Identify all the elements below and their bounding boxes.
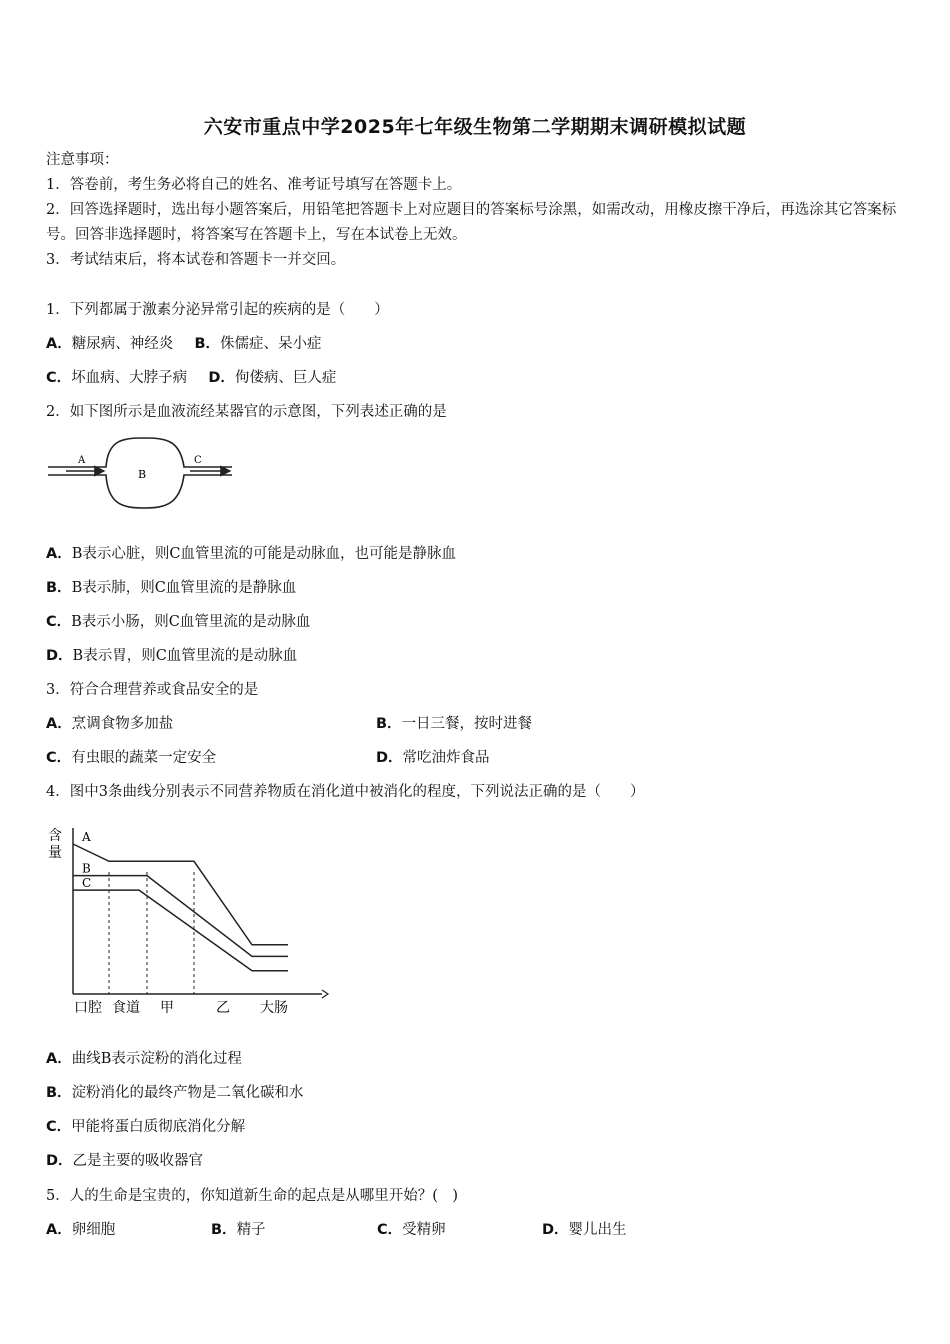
q5-stem: 5．人的生命是宝贵的，你知道新生命的起点是从哪里开始？( ) bbox=[46, 1188, 459, 1204]
option-label: B． bbox=[211, 1222, 237, 1238]
q3-option-b: 一日三餐，按时进餐 bbox=[401, 716, 533, 732]
series-label-C: C bbox=[82, 876, 92, 891]
digestion-chart bbox=[44, 822, 330, 1018]
vessel-c-label: C bbox=[194, 455, 202, 466]
option-label: D． bbox=[208, 370, 235, 386]
chart-ylabel-char: 量 bbox=[48, 845, 62, 861]
q3-stem: 3．符合合理营养或食品安全的是 bbox=[46, 682, 259, 698]
q2-option-a: B表示心脏，则C血管里流的可能是动脉血，也可能是静脉血 bbox=[71, 546, 456, 562]
q3-option-a: 烹调食物多加盐 bbox=[71, 716, 174, 732]
q4-option-d: 乙是主要的吸收器官 bbox=[72, 1153, 204, 1169]
q1-stem: 1．下列都属于激素分泌异常引起的疾病的是（ ） bbox=[46, 302, 389, 318]
q1-option-a: 糖尿病、神经炎 bbox=[71, 336, 174, 352]
option-label: C． bbox=[46, 614, 72, 630]
chart-ylabel-char: 含 bbox=[48, 828, 62, 844]
option-label: A． bbox=[46, 716, 72, 732]
q4-stem: 4．图中3条曲线分别表示不同营养物质在消化道中被消化的程度，下列说法正确的是（ ） bbox=[46, 784, 645, 800]
q4-option-d-line bbox=[46, 1151, 203, 1171]
option-label: B． bbox=[46, 1085, 72, 1101]
chart-series bbox=[73, 844, 288, 971]
q2-option-d-line bbox=[46, 646, 297, 666]
x-tick-label: 大肠 bbox=[260, 1000, 288, 1016]
option-label: A． bbox=[46, 546, 72, 562]
organ-b-label: B bbox=[138, 468, 147, 481]
x-tick-label: 甲 bbox=[160, 1000, 174, 1016]
notes-item-1: 1．答卷前，考生务必将自己的姓名、准考证号填写在答题卡上。 bbox=[46, 177, 462, 193]
q4-option-c: 甲能将蛋白质彻底消化分解 bbox=[71, 1119, 246, 1135]
q4-option-c-line bbox=[46, 1117, 245, 1137]
option-label: A． bbox=[46, 1051, 72, 1067]
x-tick-label: 乙 bbox=[216, 1000, 230, 1016]
q3-option-d: 常吃油炸食品 bbox=[402, 750, 490, 766]
option-label: B． bbox=[46, 580, 72, 596]
q1-options-ab bbox=[46, 334, 322, 354]
q3-option-c: 有虫眼的蔬菜一定安全 bbox=[71, 750, 217, 766]
q4-option-a: 曲线B表示淀粉的消化过程 bbox=[71, 1051, 242, 1067]
chart-axes bbox=[73, 828, 328, 998]
q3-options-ab bbox=[46, 714, 906, 734]
vessel-a-label: A bbox=[78, 455, 86, 466]
q2-option-d: B表示胃，则C血管里流的是动脉血 bbox=[72, 648, 298, 664]
notes-item-3: 3．考试结束后，将本试卷和答题卡一并交回。 bbox=[46, 252, 346, 268]
chart-x-tick-labels bbox=[74, 999, 288, 1016]
option-label: D． bbox=[376, 750, 403, 766]
option-label: D． bbox=[46, 1153, 73, 1169]
option-label: C． bbox=[46, 370, 72, 386]
chart-series-labels bbox=[81, 830, 91, 890]
q2-option-b-line bbox=[46, 578, 296, 598]
q1-option-c: 坏血病、大脖子病 bbox=[71, 370, 188, 386]
page-title: 六安市重点中学2025年七年级生物第二学期期末调研模拟试题 bbox=[203, 116, 747, 138]
q4-option-b-line bbox=[46, 1083, 304, 1103]
q1-options-cd bbox=[46, 368, 336, 388]
series-line-A bbox=[73, 844, 288, 945]
option-label: B． bbox=[194, 336, 221, 352]
series-label-B: B bbox=[82, 861, 91, 876]
option-label: B． bbox=[376, 716, 402, 732]
series-label-A: A bbox=[82, 830, 91, 844]
notes-item-2: 2．回答选择题时，选出每小题答案后，用铅笔把答题卡上对应题目的答案标号涂黑，如需改动，用橡皮擦干净后，再选涂其它答案标号。回答非选择题时，将答案写在答题卡上，写在本试卷上无效。 bbox=[46, 202, 897, 243]
notes-heading: 注意事项： bbox=[46, 152, 119, 168]
option-label: C． bbox=[377, 1222, 403, 1238]
blood-flow-diagram bbox=[44, 434, 244, 514]
notes bbox=[46, 148, 906, 273]
q5-option-d: 婴儿出生 bbox=[568, 1222, 627, 1238]
q5-option-a: 卵细胞 bbox=[71, 1222, 116, 1238]
option-label: C． bbox=[46, 750, 72, 766]
option-label: D． bbox=[46, 648, 73, 664]
q2-option-b: B表示肺，则C血管里流的是静脉血 bbox=[71, 580, 297, 596]
option-label: A． bbox=[46, 336, 72, 352]
x-tick-label: 口腔 bbox=[74, 1000, 102, 1016]
q2-option-c-line bbox=[46, 612, 310, 632]
q5-option-c: 受精卵 bbox=[402, 1222, 446, 1238]
q2-stem: 2．如下图所示是血液流经某器官的示意图，下列表述正确的是 bbox=[46, 404, 447, 420]
q5-option-b: 精子 bbox=[236, 1222, 266, 1238]
q3-options-cd bbox=[46, 748, 906, 768]
q2-option-a-line bbox=[46, 544, 456, 564]
option-label: D． bbox=[542, 1222, 569, 1238]
q2-option-c: B表示小肠，则C血管里流的是动脉血 bbox=[71, 614, 311, 630]
q5-opt-a-wrap bbox=[46, 1222, 115, 1238]
q5-options bbox=[46, 1220, 906, 1240]
option-label: C． bbox=[46, 1119, 72, 1135]
x-tick-label: 食道 bbox=[112, 1000, 140, 1016]
q4-option-a-line bbox=[46, 1049, 242, 1069]
q1-option-b: 侏儒症、呆小症 bbox=[220, 336, 322, 352]
q1-option-d: 佝偻病、巨人症 bbox=[234, 370, 337, 386]
option-label: A． bbox=[46, 1222, 72, 1238]
chart-ylabel bbox=[48, 828, 62, 861]
q4-option-b: 淀粉消化的最终产物是二氧化碳和水 bbox=[71, 1085, 304, 1101]
